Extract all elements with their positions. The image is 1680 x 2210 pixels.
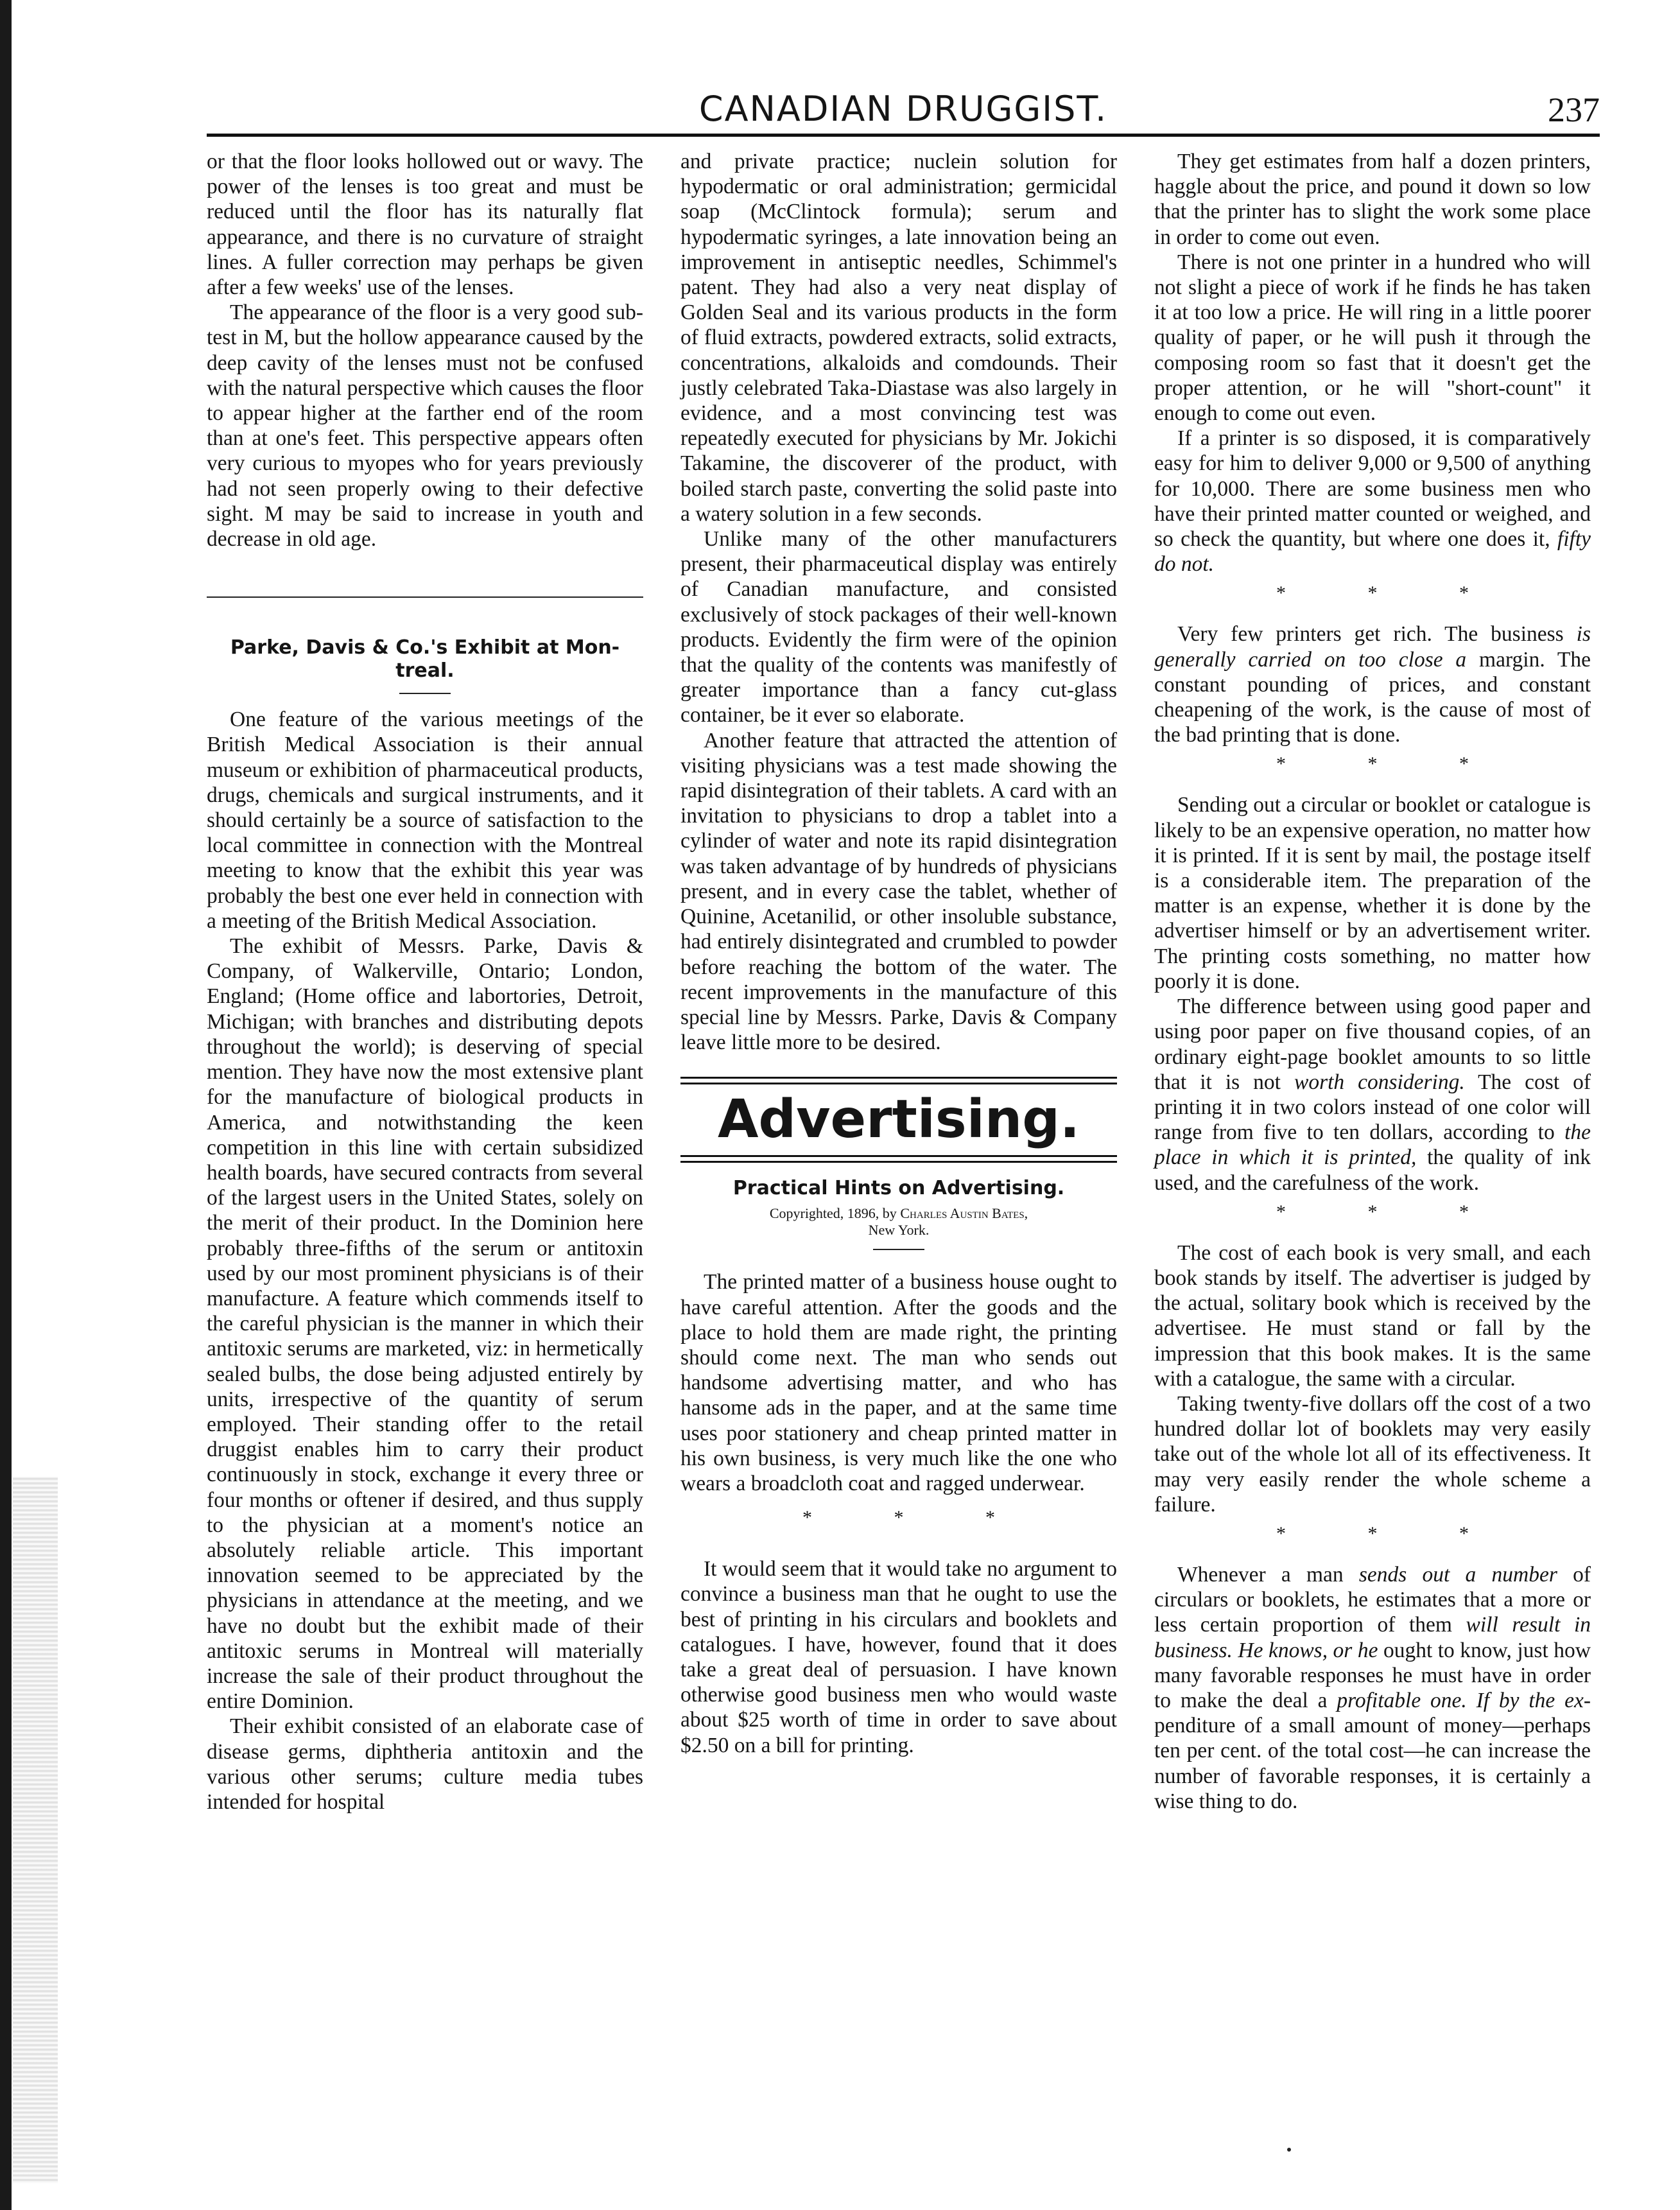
running-title: CANADIAN DRUGGIST. <box>698 89 1108 129</box>
article-heading-line: Parke, Davis & Co.'s Exhibit at Mon- <box>230 636 620 659</box>
article-heading <box>207 636 643 683</box>
binding-edge <box>0 0 12 2210</box>
copyright-notice <box>680 1205 1117 1239</box>
paragraph: The cost of each book is very small, and each book stands by itself. The advertiser is judged by the actual, solitary book which is received by the advertisee. He must stand or fall by the impression that this book makes. It is the same with a catalogue, the same with a circular. <box>1154 1240 1591 1391</box>
paragraph: or that the floor looks hollowed out or wavy. The power of the lenses is too great and must be reduced until the floor has its naturally flat appearance, and there is no curvature of straight lines. A fuller correction may perhaps be given after a few weeks' use of the lenses. <box>207 150 643 300</box>
column-3 <box>1154 149 1591 1814</box>
text-run: If a printer is so disposed, it is comparatively easy for him to deliver 9,000 or 9,500 of anything for 10,000. There are some business men who have their printed matter counted or weighed, and so check the quantity, but where one does it, <box>1154 426 1591 552</box>
italic-text: profitable one. If by the ex- <box>1337 1688 1591 1712</box>
text-run: The difference between using good paper and using poor paper on five thousand copies, of an ordinary eight-page booklet amounts to so little that it is not <box>1154 995 1591 1094</box>
section-stars: * * * <box>1276 1522 1507 1544</box>
text-run: Whenever a man <box>1177 1562 1344 1587</box>
italic-text: the place in which it is printed, <box>1154 1120 1591 1170</box>
paragraph: They get estimates from half a dozen printers, haggle about the price, and pound it down so low that the printer has to slight the work some place in order to come out even. <box>1154 150 1591 249</box>
section-stars: * * * <box>1276 753 1507 775</box>
paragraph: and private practice; nuclein solution for hypodermatic or oral administration; germicidal soap (McClintock formula); serum and hypodermatic syringes, a late innovation being an improvement in antiseptic needles, Schimmel's patent. They had also a very neat display of Golden Seal and its various products in the form of fluid extracts, powdered extracts, solid extracts, concentrations, alkaloids and comdounds. Their justly celebrated Taka-Diastase was also largely in evidence, and a most convincing test was repeatedly executed for physicians by Mr. Jokichi Takamine, the discoverer of the product, with boiled starch paste, converting the solid paste into a watery solution in a few seconds. <box>680 150 1117 526</box>
paragraph <box>1154 994 1591 1196</box>
heading-rule <box>399 693 451 694</box>
paragraph: There is not one printer in a hundred who will not slight a piece of work if he finds he has taken it at too low a price. He will ring in a little poorer quality of paper, or he will push it through the composing room so fast that it doesn't get the proper attention, or he will "short-count" it enough to come out even. <box>1154 250 1591 426</box>
text-run: of circulars or booklets, he estimates that a more or less certain proportion of them <box>1154 1562 1591 1637</box>
paragraph <box>1154 426 1591 577</box>
paragraph: The exhibit of Messrs. Parke, Davis & Company, of Walkerville, Ontario; London, England; (Home office and labortories, Detroit, Michigan; with branches and distributing depots throughout the world); is deserving of special mention. They have now the most extensive plant for the manufacture of biological products in America, and notwithstanding the keen competition in this line with certain subsidized health boards, have secured contracts from several of the largest users in the United States, solely on the merit of their product. In the Dominion here probably three-fifths of the serum or antitoxin used by our most prominent physicians is of their manufacture. A feature which commends itself to the careful physician is the manner in which their antitoxic serums are marketed, viz: in hermetically sealed bulbs, the dose being adjusted entirely by units, irrespective of the quantity of serum employed. Their standing offer to the retail druggist enables him to carry their product continuously in stock, exchange it every three or four months or oftener if desired, and thus supply to the physician at a moment's notice an absolutely reliable article. This important innovation seemed to be appreciated by the physicians in attendance at the meeting, and we have no doubt but the exhibit made of their antitoxic serums in Montreal will materially increase the sale of their product throughout the entire Dominion. <box>207 934 643 1714</box>
section-divider <box>207 596 643 598</box>
section-stars: * * * <box>1276 582 1507 604</box>
copyright-author: Charles Austin Bates, <box>900 1205 1028 1222</box>
section-double-rule <box>680 1155 1117 1163</box>
italic-text: sends out a number <box>1358 1562 1557 1587</box>
paragraph: Their exhibit consisted of an elaborate case of disease germs, diphtheria antitoxin and the various other serums; culture media tubes intended for hospital <box>207 1714 643 1814</box>
section-heading: Advertising. <box>717 1089 1080 1151</box>
article-heading: Practical Hints on Advertising. <box>732 1177 1065 1200</box>
copyright-prefix: Copyrighted, 1896, by <box>769 1205 897 1222</box>
scan-artifact <box>13 1477 58 2183</box>
italic-text: worth considering. <box>1294 1070 1465 1094</box>
italic-text: is generally carried on too close a <box>1154 622 1591 672</box>
paragraph: The printed matter of a business house ought to have careful attention. After the goods and the place to hold them are made right, the printing should come next. The man who sends out handsome advertising matter, and who has hansome ads in the paper, and at the same time uses poor stationery and cheap printed matter in his own business, is very much like the one who wears a broadcloth coat and ragged underwear. <box>680 1270 1117 1495</box>
copyright-city: New York. <box>868 1222 930 1239</box>
text-run: Very few printers get rich. The business <box>1177 622 1564 647</box>
italic-text: will result in business. He knows, or he <box>1154 1613 1591 1662</box>
paragraph: Unlike many of the other manufacturers present, their pharmaceutical display was entirely of Canadian manufacture, and consisted exclusively of stock packages of their well-known products. Evidently the firm were of the opinion that the quality of the contents was manifestly of greater importance than a fancy cut-glass container, be it ever so elaborate. <box>680 527 1117 727</box>
paragraph: Taking twenty-five dollars off the cost of a two hundred dollar lot of booklets may very easily take out of the whole lot all of its effectiveness. It may very easily render the whole scheme a failure. <box>1154 1391 1591 1517</box>
section-stars: * * * <box>1276 1201 1507 1222</box>
text-run: margin. The constant pounding of prices, and constant cheapening of the work, is the cause of most of the bad printing that is done. <box>1154 647 1591 747</box>
paragraph: Another feature that attracted the attention of visiting physicians was a test made showing the rapid disintegration of their tablets. A card with an invitation to physicians to drop a tablet into a cylinder of water and note its rapid disintegration was taken advantage of by hundreds of physicians present, and in every case the tablet, whether of Quinine, Acetanilid, or other insoluble substance, had entirely disintegrated and crumbled to powder before reaching the bottom of the water. The recent improvements in the manufacture of this special line by Messrs. Parke, Davis & Company leave little more to be desired. <box>680 728 1117 1055</box>
column-1 <box>207 149 643 1814</box>
page-number: 237 <box>1548 91 1600 129</box>
paragraph <box>1154 1562 1591 1814</box>
section-stars: * * * <box>802 1507 1034 1529</box>
section-double-rule <box>680 1077 1117 1084</box>
text-run: The cost of printing it in two colors instead of one color will range from five to ten dollars, according to <box>1154 1070 1591 1145</box>
text-run: ought to know, just how many favorable responses he must have in order to make the deal a <box>1154 1638 1591 1712</box>
heading-rule <box>873 1249 924 1250</box>
paragraph: Sending out a circular or booklet or catalogue is likely to be an expensive operation, no matter how it is printed. If it is sent by mail, the postage itself is a considerable item. The preparation of the matter is an expense, whether it is done by the advertiser himself or by an advertisement writer. The printing costs something, no matter how poorly it is done. <box>1154 793 1591 993</box>
text-run: the quality of ink used, and the carefulness of the work. <box>1154 1145 1591 1195</box>
paragraph <box>1154 622 1591 747</box>
text-run: penditure of a small amount of money—perhaps ten per cent. of the total cost—he can increase the number of favorable responses, it is certainly a wise thing to do. <box>1154 1714 1591 1813</box>
paragraph: One feature of the various meetings of the British Medical Association is their annual museum or exhibition of pharmaceutical products, drugs, chemicals and surgical instruments, and it should certainly be a source of satisfaction to the local committee in connection with the Montreal meeting to know that the exhibit this year was probably the best one ever held in connection with a meeting of the British Medical Association. <box>207 708 643 933</box>
paragraph: It would seem that it would take no argument to convince a business man that he ought to use the best of printing in his circulars and booklets and catalogues. I have, however, found that it does take a great deal of persuasion. I have known otherwise good business men who would waste about $25 worth of time in order to save about $2.50 on a bill for printing. <box>680 1557 1117 1757</box>
scan-dot <box>1287 2148 1291 2152</box>
column-2 <box>680 149 1117 1758</box>
page-header <box>207 89 1600 134</box>
header-rule <box>207 134 1600 137</box>
paragraph: The appearance of the floor is a very good sub-test in M, but the hollow appearance caused by the deep cavity of the lenses must not be confused with the natural perspective which causes the floor to appear higher at the farther end of the room than at one's feet. This perspective appears often very curious to myopes who for years previously had not seen properly owing to their defective sight. M may be said to increase in youth and decrease in old age. <box>207 300 643 552</box>
italic-text: fifty do not. <box>1154 527 1591 577</box>
article-heading-line: treal. <box>395 659 455 683</box>
